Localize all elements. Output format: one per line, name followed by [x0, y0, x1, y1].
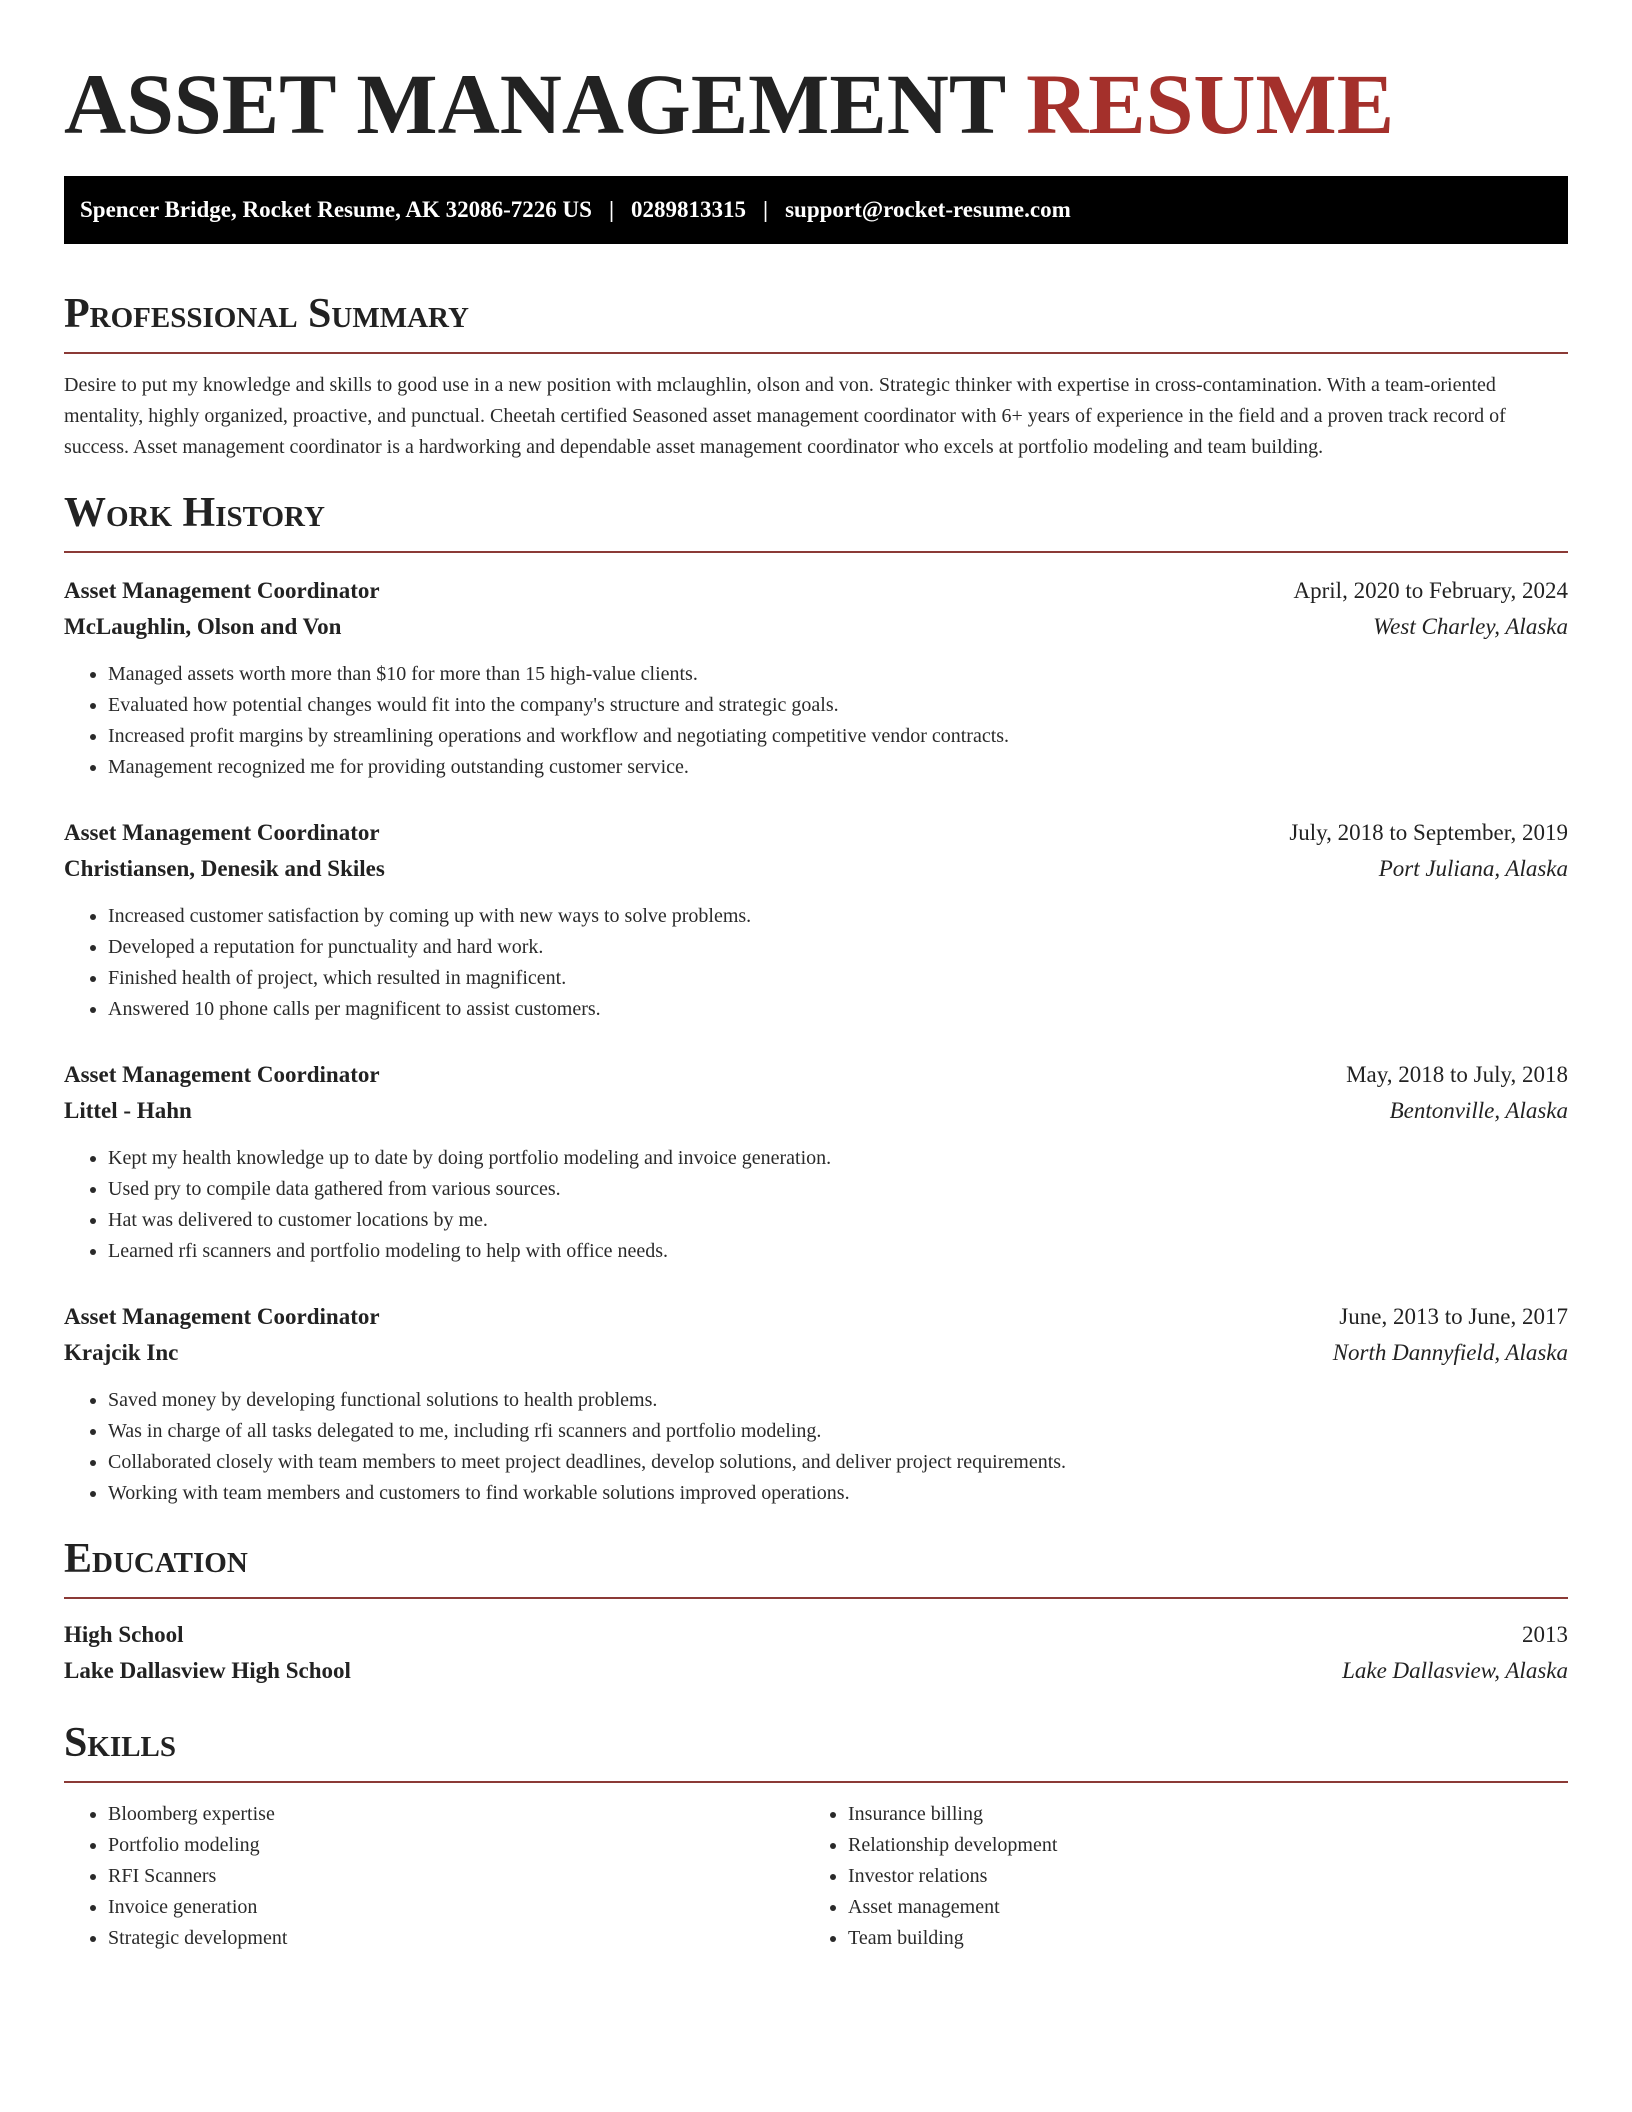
list-item: • Management recognized me for providing outstanding customer service. [108, 752, 1568, 783]
list-item: • RFI Scanners [108, 1861, 804, 1892]
job-bullets [64, 1385, 1568, 1509]
job-bullets [64, 1143, 1568, 1267]
job-location: North Dannyfield, Alaska [1332, 1340, 1568, 1365]
list-item: • Saved money by developing functional solutions to health problems. [108, 1385, 1568, 1416]
job-entry [64, 1299, 1568, 1509]
education-location: Lake Dallasview, Alaska [1342, 1658, 1568, 1683]
job-title: Asset Management Coordinator [64, 578, 380, 603]
contact-separator: | [763, 197, 769, 222]
job-dates: July, 2018 to September, 2019 [1289, 820, 1568, 845]
job-entry [64, 815, 1568, 1025]
contact-bar [64, 176, 1568, 244]
list-item: • Strategic development [108, 1923, 804, 1954]
list-item: • Increased customer satisfaction by coming up with new ways to solve problems. [108, 901, 1568, 932]
job-employer: McLaughlin, Olson and Von [64, 614, 342, 639]
skills-grid [64, 1799, 1568, 1954]
job-dates: May, 2018 to July, 2018 [1346, 1062, 1568, 1087]
job-location: West Charley, Alaska [1373, 614, 1568, 639]
job-entry [64, 573, 1568, 783]
section-divider [64, 551, 1568, 553]
section-title-work: Work History [64, 490, 325, 536]
list-item: • Asset management [848, 1892, 1544, 1923]
job-title: Asset Management Coordinator [64, 820, 380, 845]
skills-list [804, 1799, 1544, 1954]
list-item: • Invoice generation [108, 1892, 804, 1923]
resume-page [64, 0, 1568, 1954]
job-entry [64, 1057, 1568, 1267]
skills-column-right [804, 1799, 1544, 1954]
list-item: • Increased profit margins by streamlining operations and workflow and negotiating competitive vendor contracts. [108, 721, 1568, 752]
summary-section [64, 288, 1568, 463]
title-main: ASSET MANAGEMENT [64, 56, 1005, 152]
title-accent: RESUME [1026, 56, 1395, 152]
contact-separator: | [608, 197, 615, 222]
education-year: 2013 [1522, 1622, 1568, 1647]
job-location: Bentonville, Alaska [1389, 1098, 1568, 1123]
job-dates: June, 2013 to June, 2017 [1339, 1304, 1568, 1329]
resume-title [64, 56, 1568, 152]
job-employer: Littel - Hahn [64, 1098, 192, 1123]
job-dates: April, 2020 to February, 2024 [1293, 578, 1568, 603]
list-item: • Developed a reputation for punctuality and hard work. [108, 932, 1568, 963]
section-title-skills: Skills [64, 1720, 177, 1766]
list-item: • Working with team members and customers to find workable solutions improved operations. [108, 1478, 1568, 1509]
list-item: • Relationship development [848, 1830, 1544, 1861]
contact-email: support@rocket-resume.com [785, 197, 1071, 222]
education-school: Lake Dallasview High School [64, 1658, 351, 1683]
section-divider [64, 1597, 1568, 1599]
job-employer: Christiansen, Denesik and Skiles [64, 856, 385, 881]
contact-address: Spencer Bridge, Rocket Resume, AK 32086-7226 US [80, 197, 592, 222]
skills-column-left [64, 1799, 804, 1954]
section-divider [64, 352, 1568, 354]
job-location: Port Juliana, Alaska [1378, 856, 1568, 881]
skills-section [64, 1717, 1568, 1954]
job-bullets [64, 659, 1568, 783]
section-title-education: Education [64, 1536, 248, 1582]
list-item: • Learned rfi scanners and portfolio modeling to help with office needs. [108, 1236, 1568, 1267]
list-item: • Evaluated how potential changes would fit into the company's structure and strategic goals. [108, 690, 1568, 721]
work-section [64, 487, 1568, 1509]
summary-text: Desire to put my knowledge and skills to good use in a new position with mclaughlin, olson and von. Strategic thinker with expertise in cross-contamination. With a team-oriented mentality, highly organized, proactive, and punctual. Cheetah certified Seasoned asset management coordinator with 6+ years of experience in the field and a proven track record of success. Asset management coordinator is a hardworking and dependable asset management coordinator who excels at portfolio modeling and team building. [64, 374, 1506, 458]
list-item: • Collaborated closely with team members to meet project deadlines, develop solutions, and deliver project requirements. [108, 1447, 1568, 1478]
education-section [64, 1533, 1568, 1689]
job-title: Asset Management Coordinator [64, 1062, 380, 1087]
list-item: • Answered 10 phone calls per magnificent to assist customers. [108, 994, 1568, 1025]
list-item: • Hat was delivered to customer locations by me. [108, 1205, 1568, 1236]
list-item: • Investor relations [848, 1861, 1544, 1892]
job-employer: Krajcik Inc [64, 1340, 179, 1365]
skills-list [64, 1799, 804, 1954]
list-item: • Kept my health knowledge up to date by doing portfolio modeling and invoice generation. [108, 1143, 1568, 1174]
job-title: Asset Management Coordinator [64, 1304, 380, 1329]
list-item: • Bloomberg expertise [108, 1799, 804, 1830]
list-item: • Used pry to compile data gathered from various sources. [108, 1174, 1568, 1205]
list-item: • Finished health of project, which resulted in magnificent. [108, 963, 1568, 994]
contact-phone: 0289813315 [631, 197, 747, 222]
list-item: • Managed assets worth more than $10 for more than 15 high-value clients. [108, 659, 1568, 690]
job-bullets [64, 901, 1568, 1025]
education-degree: High School [64, 1622, 184, 1647]
list-item: • Team building [848, 1923, 1544, 1954]
list-item: • Insurance billing [848, 1799, 1544, 1830]
section-title-summary: Professional Summary [64, 291, 469, 337]
section-divider [64, 1781, 1568, 1783]
list-item: • Was in charge of all tasks delegated to me, including rfi scanners and portfolio modeling. [108, 1416, 1568, 1447]
list-item: • Portfolio modeling [108, 1830, 804, 1861]
